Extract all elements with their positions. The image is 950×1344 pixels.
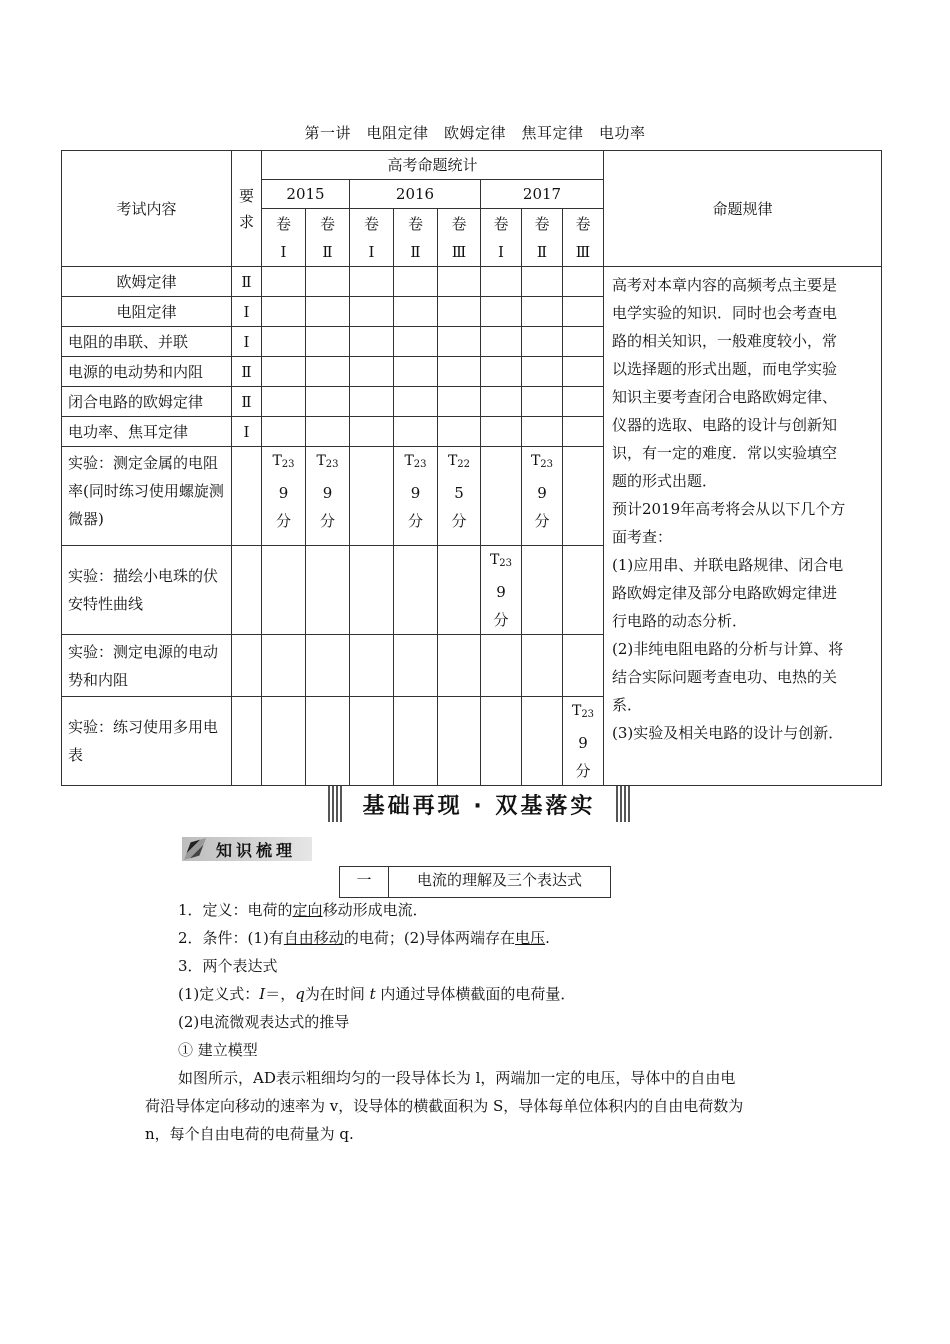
row-content: 电阻的串联、并联: [62, 327, 232, 357]
row-content: 电源的电动势和内阻: [62, 357, 232, 387]
condition-paragraph: 2．条件：(1)有自由移动的电荷；(2)导体两端存在电压.: [178, 929, 550, 947]
vol-header: 卷 Ⅲ: [563, 209, 604, 267]
vol-header: 卷 Ⅰ: [350, 209, 394, 267]
row-content: 电功率、焦耳定律: [62, 417, 232, 447]
exam-mark: T23 9 分: [394, 447, 438, 546]
vol-header: 卷 Ⅰ: [481, 209, 522, 267]
rule-line: 高考对本章内容的高频考点主要是: [612, 276, 838, 294]
pen-icon: [184, 838, 206, 860]
section-name: 电流的理解及三个表达式: [416, 871, 582, 889]
row-content: 实验：练习使用多用电表: [62, 697, 232, 786]
rule-line: (3)实验及相关电路的设计与创新．: [612, 724, 844, 742]
lecture-title: 第一讲 电阻定律 欧姆定律 焦耳定律 电功率: [304, 124, 646, 142]
exam-mark: T23 9 分: [563, 697, 604, 786]
model-paragraph-line3: n，每个自由电荷的电荷量为 q.: [145, 1125, 354, 1143]
rule-line: 面考查：: [612, 528, 673, 546]
header-stats: 高考命题统计: [262, 151, 604, 180]
exam-mark: T23 9 分: [262, 447, 306, 546]
banner-stripes-right: [616, 786, 630, 822]
exam-mark: T23 9 分: [306, 447, 350, 546]
rule-line: 路欧姆定律及部分电路欧姆定律进: [612, 584, 838, 602]
expressions-heading: 3．两个表达式: [178, 957, 278, 975]
row-content: 电阻定律: [62, 297, 232, 327]
section-number: 一: [340, 867, 389, 897]
rule-line: (1)应用串、并联电路规律、闭合电: [612, 556, 844, 574]
micro-expression-heading: (2)电流微观表达式的推导: [178, 1013, 350, 1031]
rule-line: 预计2019年高考将会从以下几个方: [612, 500, 846, 518]
vol-header: 卷 Ⅰ: [262, 209, 306, 267]
exam-stats-table: [61, 150, 882, 786]
row-req: Ⅰ: [232, 327, 262, 357]
section-banner: [328, 786, 630, 822]
definition-formula: (1)定义式：I＝，q为在时间 t 内通过导体横截面的电荷量．: [178, 985, 576, 1003]
rule-line: 知识主要考查闭合电路欧姆定律、: [612, 388, 838, 406]
row-req: Ⅱ: [232, 357, 262, 387]
rule-line: (2)非纯电阻电路的分析与计算、将: [612, 640, 844, 658]
rule-line: 题的形式出题．: [612, 472, 718, 490]
model-paragraph-line2: 荷沿导体定向移动的速率为 v，设导体的横截面积为 S，导体每单位体积内的自由电荷数为: [145, 1097, 744, 1115]
banner-stripes-left: [328, 786, 342, 822]
year-2016: 2016: [350, 180, 481, 209]
table-row: [62, 267, 882, 297]
row-content: 欧姆定律: [62, 267, 232, 297]
rule-text: [604, 267, 882, 786]
vol-header: 卷 Ⅱ: [522, 209, 563, 267]
row-req: Ⅱ: [232, 387, 262, 417]
knowledge-badge: [182, 837, 312, 861]
row-content: 闭合电路的欧姆定律: [62, 387, 232, 417]
rule-line: 识，有一定的难度．常以实验填空: [612, 444, 838, 462]
exam-mark: T23 9 分: [522, 447, 563, 546]
rule-line: 结合实际问题考查电功、电热的关: [612, 668, 838, 686]
exam-mark: T22 5 分: [438, 447, 481, 546]
vol-header: 卷 Ⅱ: [394, 209, 438, 267]
rule-line: 电学实验的知识．同时也会考查电: [612, 304, 838, 322]
exam-mark: T23 9 分: [481, 546, 522, 635]
year-2017: 2017: [481, 180, 604, 209]
definition-paragraph: 1．定义：电荷的定向移动形成电流．: [178, 901, 428, 919]
rule-line: 路的相关知识，一般难度较小，常: [612, 332, 838, 350]
header-requirement: 要求: [232, 151, 262, 267]
row-content: 实验：测定金属的电阻率(同时练习使用螺旋测微器): [62, 447, 232, 546]
knowledge-badge-label: 知识梳理: [216, 840, 297, 860]
rule-line: 行电路的动态分析．: [612, 612, 748, 630]
year-2015: 2015: [262, 180, 350, 209]
row-req: Ⅰ: [232, 417, 262, 447]
rule-line: 以选择题的形式出题，而电学实验: [612, 360, 838, 378]
banner-title: 基础再现 · 双基落实: [362, 793, 596, 819]
vol-header: 卷 Ⅱ: [306, 209, 350, 267]
row-content: 实验：测定电源的电动势和内阻: [62, 635, 232, 697]
model-paragraph-line1: 如图所示，AD表示粗细均匀的一段导体长为 l，两端加一定的电压，导体中的自由电: [178, 1069, 736, 1087]
row-content: 实验：描绘小电珠的伏安特性曲线: [62, 546, 232, 635]
rule-line: 仪器的选取、电路的设计与创新知: [612, 416, 838, 434]
section-heading: [339, 866, 611, 898]
model-heading: ① 建立模型: [178, 1041, 258, 1059]
header-exam-content: 考试内容: [62, 151, 232, 267]
row-req: Ⅰ: [232, 297, 262, 327]
rule-line: 系．: [612, 696, 643, 714]
row-req: Ⅱ: [232, 267, 262, 297]
header-rule: 命题规律: [604, 151, 882, 267]
vol-header: 卷 Ⅲ: [438, 209, 481, 267]
